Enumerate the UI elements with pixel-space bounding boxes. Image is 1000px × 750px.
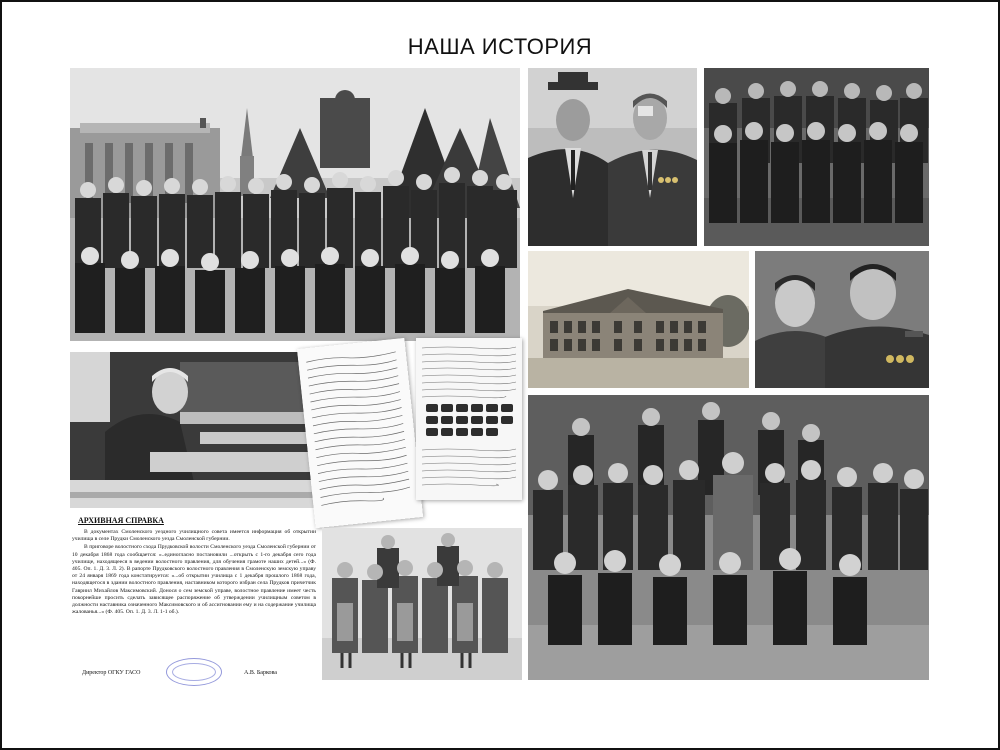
photo-staff-group xyxy=(704,68,929,246)
archival-note-heading: АРХИВНАЯ СПРАВКА xyxy=(78,516,164,525)
seal-stamp-inner xyxy=(172,663,216,681)
handwritten-document-signatures xyxy=(416,338,522,500)
photo-two-veterans xyxy=(528,68,697,246)
photo-women-group xyxy=(322,528,522,680)
photo-class-with-teacher xyxy=(528,395,929,680)
photo-old-school-building xyxy=(528,251,749,388)
archival-note xyxy=(72,516,316,684)
signature-name: А.В. Баркова xyxy=(244,670,277,676)
photo-woodworking-student xyxy=(70,352,316,508)
photo-two-soldiers xyxy=(755,251,929,388)
archival-note-paragraph-2: В приговоре волостного схода Прудковской волости Смоленского уезда Смоленской губернии от 10 декабря 1868 года сообщается: «..единогласно постановили ...открыть с 1-го декабря сего года училище, находящееся в ведении волостного правления, для обучения грамоте наших детей...» (Ф. 405. Оп. 1. Д. 3. Л. 2). В рапорте Прудковского волостного правления в Смоленскую земскую управу от 24 января 1869 года констатируется: «...об открытии училища с 1 декабря прошлого 1868 года, находящегося в здании волостного правления, наставником которого избран села Прудков причетчик Гавриил Михайлов Максимовский. Донося о сем земской управе, волостное правление имеет честь покорнейше просить сделать зависящее распоряжение об утверждении училищным советом в должности наставника означенного Максимовского и об ассигновании ему и на содержание училища жалованья...» (Ф. 405. Оп. 1. Д. 3. Л. 1-1 об.). xyxy=(72,544,316,616)
signature-title: Директор ОГКУ ГАСО xyxy=(82,670,141,676)
archival-note-paragraph-1: В документах Смоленского уездного училищного совета имеется информация об открытии училища в селе Прудки Смоленского уезда Смоленской губернии. xyxy=(72,529,316,543)
handwritten-document-1 xyxy=(297,338,423,528)
page-title: НАША ИСТОРИЯ xyxy=(407,34,593,59)
photo-class-group-monument xyxy=(70,68,520,341)
